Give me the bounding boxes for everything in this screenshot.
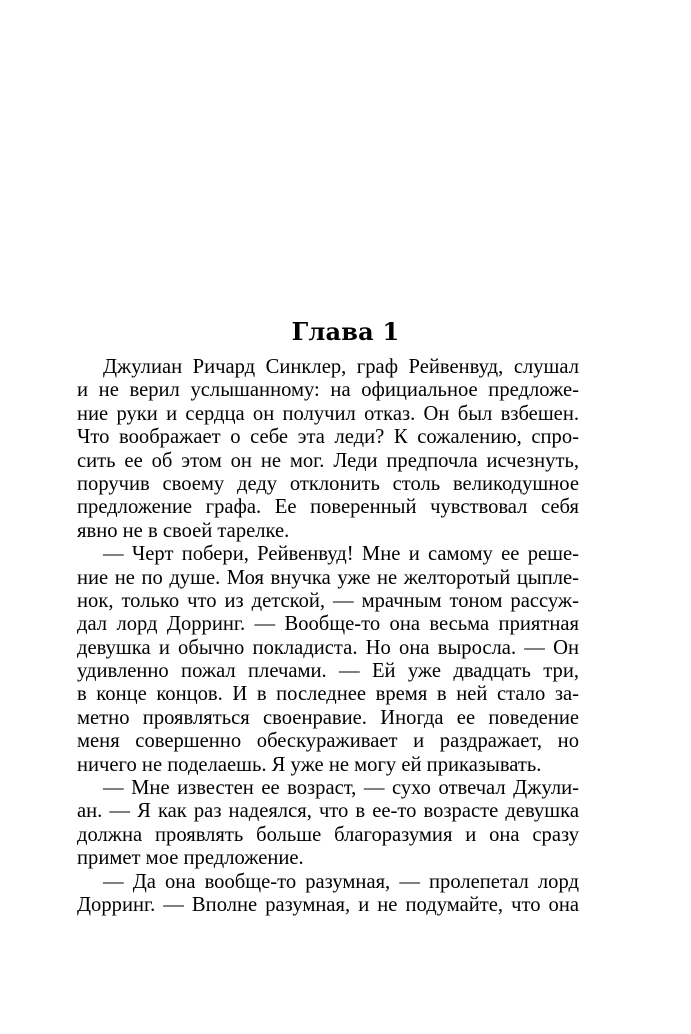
chapter-body-text (77, 356, 579, 917)
text-line: — Мне известен ее возраст, — сухо отвечал Джули- (103, 777, 579, 800)
text-line: должна проявлять больше благоразумия и она сразу (77, 823, 579, 846)
text-line: поручив своему деду отклонить столь великодушное (77, 472, 579, 495)
text-line: предложение графа. Ее поверенный чувствовал себя (77, 496, 579, 519)
text-line: нок, только что из детской, — мрачным тоном рассуж- (77, 589, 579, 612)
text-line: меня совершенно обескураживает и раздражает, но (77, 730, 579, 753)
text-line: ничего не поделаешь. Я уже не могу ей приказывать. (77, 753, 542, 776)
paragraph-3 (77, 777, 579, 871)
text-line: — Да она вообще-то разумная, — пролепетал лорд (103, 870, 579, 893)
text-line: сить ее об этом он не мог. Леди предпочла исчезнуть, (77, 449, 579, 472)
text-line: ан. — Я как раз надеялся, что в ее-то возрасте девушка (77, 800, 579, 823)
text-line: Что воображает о себе эта леди? К сожалению, спро- (77, 426, 579, 449)
text-line: девушка и обычно покладиста. Но она выросла. — Он (77, 636, 579, 659)
paragraph-1 (77, 356, 579, 543)
text-line: Джулиан Ричард Синклер, граф Рейвенвуд, слушал (103, 356, 579, 378)
text-line: — Черт побери, Рейвенвуд! Мне и самому ее реше- (103, 543, 579, 566)
text-line: в конце концов. И в последнее время в ней стало за- (77, 683, 579, 706)
text-line: дал лорд Дорринг. — Вообще-то она весьма приятная (77, 613, 579, 636)
text-line: метно проявляться своенравие. Иногда ее поведение (77, 706, 579, 729)
text-line: ние руки и сердца он получил отказ. Он был взбешен. (77, 402, 579, 425)
text-line: и не верил услышанному: на официальное предложе- (77, 379, 579, 402)
paragraph-4 (77, 871, 579, 918)
chapter-title: Глава 1 (291, 317, 400, 346)
text-line: примет мое предложение. (77, 847, 304, 870)
text-line: Дорринг. — Вполне разумная, и не подумайте, что она (77, 893, 579, 916)
text-line: удивленно пожал плечами. — Ей уже двадцать три, (77, 660, 579, 683)
paragraph-2 (77, 543, 579, 777)
text-line: ние не по душе. Моя внучка уже не желторотый цыпле- (77, 566, 579, 589)
text-line: явно не в своей тарелке. (77, 519, 290, 542)
